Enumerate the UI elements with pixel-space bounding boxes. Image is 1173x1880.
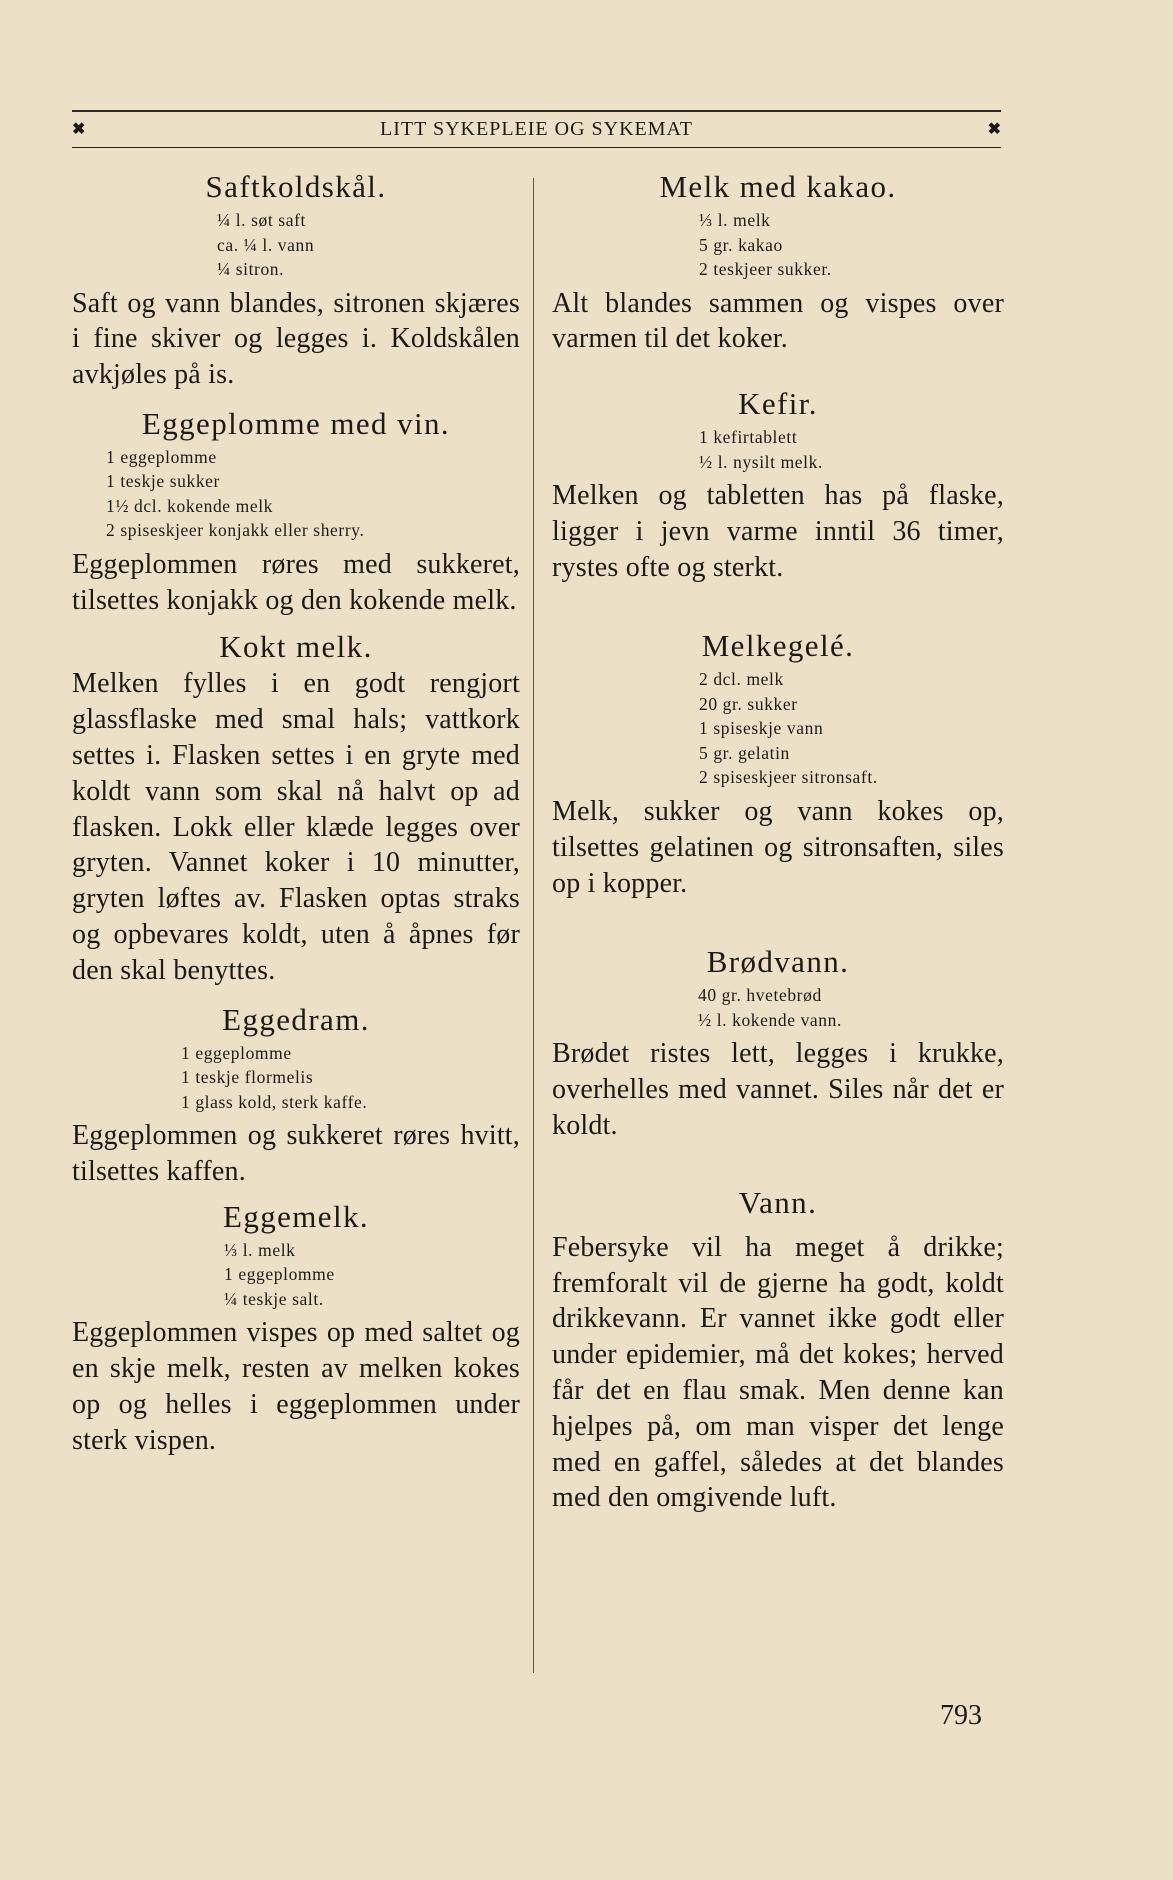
recipe-title: Eggedram. [222, 1001, 370, 1037]
ingredient-list [552, 425, 1004, 474]
recipe-vann [552, 1184, 1004, 1516]
ingredient: 1 eggeplomme [224, 1264, 335, 1285]
ingredient: 5 gr. gelatin [699, 742, 790, 763]
ingredient: ¼ teskje salt. [224, 1288, 324, 1309]
recipe-title: Melkegelé. [701, 628, 855, 664]
ingredient: 1 eggeplomme [181, 1042, 292, 1063]
recipe-brodvann [552, 943, 1004, 1143]
ingredient-list [552, 667, 1004, 790]
left-column [72, 168, 520, 1458]
recipe-text: Melk, sukker og vann kokes op, tilsettes gelatinen og sitronsaften, siles op i kopper. [552, 795, 1004, 899]
ingredient: 20 gr. sukker [699, 693, 798, 714]
recipe-title: Kokt melk. [219, 629, 373, 665]
recipe-text: Alt blandes sammen og vispes over varmen til det koker. [552, 287, 1004, 355]
ingredient-list [552, 208, 1004, 282]
ingredient: ⅓ l. melk [699, 210, 771, 230]
recipe-kefir [552, 385, 1004, 585]
ingredient: 1 eggeplomme [106, 446, 217, 467]
ingredient-list [72, 208, 520, 282]
recipe-text: Saft og vann blandes, sitronen skjæres i fine skiver og legges i. Koldskålen avkjøles på is. [72, 287, 520, 391]
ingredient: 2 teskjeer sukker. [699, 259, 832, 279]
ingredient: ¼ l. søt saft [217, 210, 306, 230]
running-header-title: LITT SYKEPLEIE OG SYKEMAT [380, 117, 693, 140]
header-rule-bottom [72, 147, 1001, 148]
recipe-title: Melk med kakao. [659, 169, 897, 204]
ingredient: ¼ sitron. [217, 259, 285, 279]
recipe-text: Melken og tabletten has på flaske, ligger i jevn varme inntil 36 timer, rystes ofte og sterkt. [552, 480, 1004, 583]
recipe-eggemelk [72, 1198, 520, 1459]
ornament-left-icon: ✖ [72, 119, 86, 138]
column-divider [533, 178, 534, 1673]
recipe-title: Kefir. [738, 386, 818, 422]
ingredient: 1 teskje sukker [106, 471, 220, 492]
recipe-eggeplomme-med-vin [72, 405, 520, 619]
ingredient: 1½ dcl. kokende melk [106, 495, 274, 516]
ingredient: 1 teskje flormelis [181, 1067, 314, 1088]
recipe-text: Melken fylles i en godt rengjort glassflaske med smal hals; vattkork settes i. Flasken settes i en gryte med koldt vann som skal nå halvt op ad flasken. Lokk eller klæde legges over gryten. Vannet koker i 10 minutter, gryten løftes av. Flasken optas straks og opbevares koldt, uten å åpnes før den skal benyttes. [72, 668, 520, 986]
recipe-eggedram [72, 1001, 520, 1190]
ingredient-list [72, 445, 520, 543]
ingredient-list [72, 1238, 520, 1312]
recipe-saftkoldskal [72, 168, 520, 393]
recipe-text: Eggeplommen røres med sukkeret, tilsettes konjakk og den kokende melk. [72, 548, 520, 616]
ingredient-list [72, 1041, 520, 1115]
right-column [552, 168, 1004, 1516]
ingredient: 40 gr. hvetebrød [698, 985, 822, 1006]
ingredient: 2 spiseskjeer konjakk eller sherry. [106, 520, 365, 541]
recipe-text: Febersyke vil ha meget å drikke; fremforalt vil de gjerne ha godt, koldt drikkevann. Er vannet ikke godt eller under epidemier, må det kokes; herved får det en flau smak. Men denne kan hjelpes på, om man visper det lenge med en gaffel, således at det blandes med den omgivende luft. [552, 1231, 1004, 1514]
page-number: 793 [940, 1700, 982, 1731]
running-header [72, 112, 1001, 146]
recipe-title: Vann. [738, 1184, 818, 1220]
ingredient: 2 spiseskjeer sitronsaft. [699, 767, 878, 788]
ingredient: 1 kefirtablett [699, 427, 798, 448]
ingredient-list [552, 983, 1004, 1032]
recipe-kokt-melk [72, 628, 520, 988]
recipe-title: Brødvann. [706, 944, 850, 980]
ingredient: ½ l. nysilt melk. [699, 451, 823, 472]
recipe-text: Eggeplommen og sukkeret røres hvitt, tilsettes kaffen. [72, 1120, 520, 1187]
recipe-text: Brødet ristes lett, legges i krukke, overhelles med vannet. Siles når det er koldt. [552, 1038, 1004, 1141]
ingredient: ½ l. kokende vann. [698, 1009, 842, 1030]
ingredient: 2 dcl. melk [699, 669, 784, 690]
ingredient: ⅓ l. melk [224, 1239, 296, 1260]
recipe-title: Eggemelk. [222, 1198, 370, 1234]
recipe-melkegele [552, 627, 1004, 901]
ingredient: 1 glass kold, sterk kaffe. [181, 1091, 368, 1112]
recipe-melk-med-kakao [552, 168, 1004, 357]
recipe-title: Saftkoldskål. [205, 169, 387, 204]
recipe-title: Eggeplomme med vin. [141, 405, 451, 441]
recipe-text: Eggeplommen vispes op med saltet og en skje melk, resten av melken kokes op og helles i eggeplommen under sterk vispen. [72, 1317, 520, 1456]
ingredient: ca. ¼ l. vann [217, 234, 315, 255]
ornament-right-icon: ✖ [987, 119, 1001, 138]
ingredient: 1 spiseskje vann [699, 718, 824, 739]
ingredient: 5 gr. kakao [699, 234, 783, 255]
